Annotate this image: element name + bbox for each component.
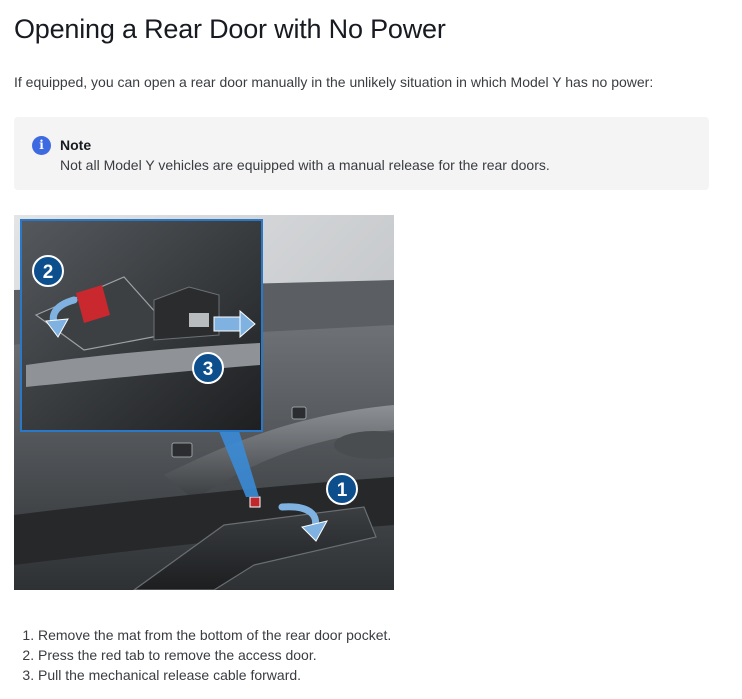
step-item: 3. Pull the mechanical release cable forward. <box>38 665 391 685</box>
note-box <box>14 117 709 190</box>
page-title: Opening a Rear Door with No Power <box>14 14 446 44</box>
red-tab-small <box>250 497 260 507</box>
window-switch <box>292 407 306 419</box>
intro-text: If equipped, you can open a rear door manually in the unlikely situation in which Model Y has no power: <box>14 74 654 90</box>
door-illustration-svg <box>14 215 394 590</box>
steps-list <box>14 625 391 685</box>
callout-1-label: 1 <box>336 480 348 501</box>
callout-3-label: 3 <box>202 359 214 380</box>
note-title: Note <box>60 137 92 153</box>
door-switch <box>172 443 192 457</box>
pull-arrow-body <box>214 317 240 331</box>
release-cable <box>189 313 209 327</box>
callout-2-label: 2 <box>42 262 54 283</box>
step-item: 1. Remove the mat from the bottom of the rear door pocket. <box>38 625 391 645</box>
callout-3 <box>193 353 223 383</box>
door-release-illustration <box>14 215 394 590</box>
note-text: Not all Model Y vehicles are equipped with a manual release for the rear doors. <box>60 157 550 173</box>
step-item: 2. Press the red tab to remove the access door. <box>38 645 391 665</box>
callout-1 <box>327 474 357 504</box>
callout-2 <box>33 256 63 286</box>
info-icon: i <box>32 136 51 155</box>
